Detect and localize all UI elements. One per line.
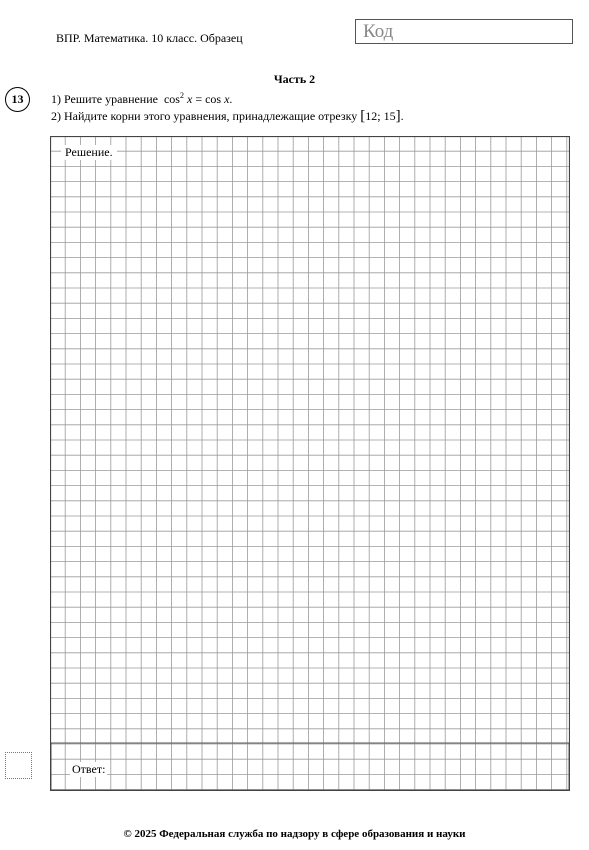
formula-var-2: x (224, 92, 230, 106)
score-box[interactable] (5, 752, 32, 779)
task-line-2: 2) Найдите корни этого уравнения, принадлежащие отрезку [12; 15]. (51, 108, 404, 124)
answer-label: Ответ: (72, 762, 106, 776)
task-line-1 (51, 91, 232, 107)
task-line-2-dot: . (400, 109, 404, 123)
solution-grid[interactable] (50, 136, 570, 791)
task-number-badge: 13 (5, 87, 30, 112)
formula-equals: = (195, 92, 203, 106)
task-line-2-prefix: 2) Найдите корни этого уравнения, принадлежащие отрезку (51, 109, 358, 123)
code-field[interactable]: Код (355, 19, 573, 44)
solution-label: Решение. (61, 145, 117, 160)
interval-value: 12; 15 (365, 109, 396, 123)
formula-dot: . (229, 92, 233, 106)
footer-copyright: © 2025 Федеральная служба по надзору в сфере образования и науки (123, 828, 466, 840)
task-line-1-prefix: 1) Решите уравнение (51, 92, 158, 106)
formula-exponent: 2 (179, 91, 184, 100)
formula-cos: cos (163, 92, 180, 106)
formula-cos-2: cos (205, 92, 222, 106)
header-title: ВПР. Математика. 10 класс. Образец (56, 31, 243, 45)
formula-var: x (186, 92, 193, 106)
part-title: Часть 2 (273, 72, 316, 86)
grid-lines (50, 136, 570, 791)
